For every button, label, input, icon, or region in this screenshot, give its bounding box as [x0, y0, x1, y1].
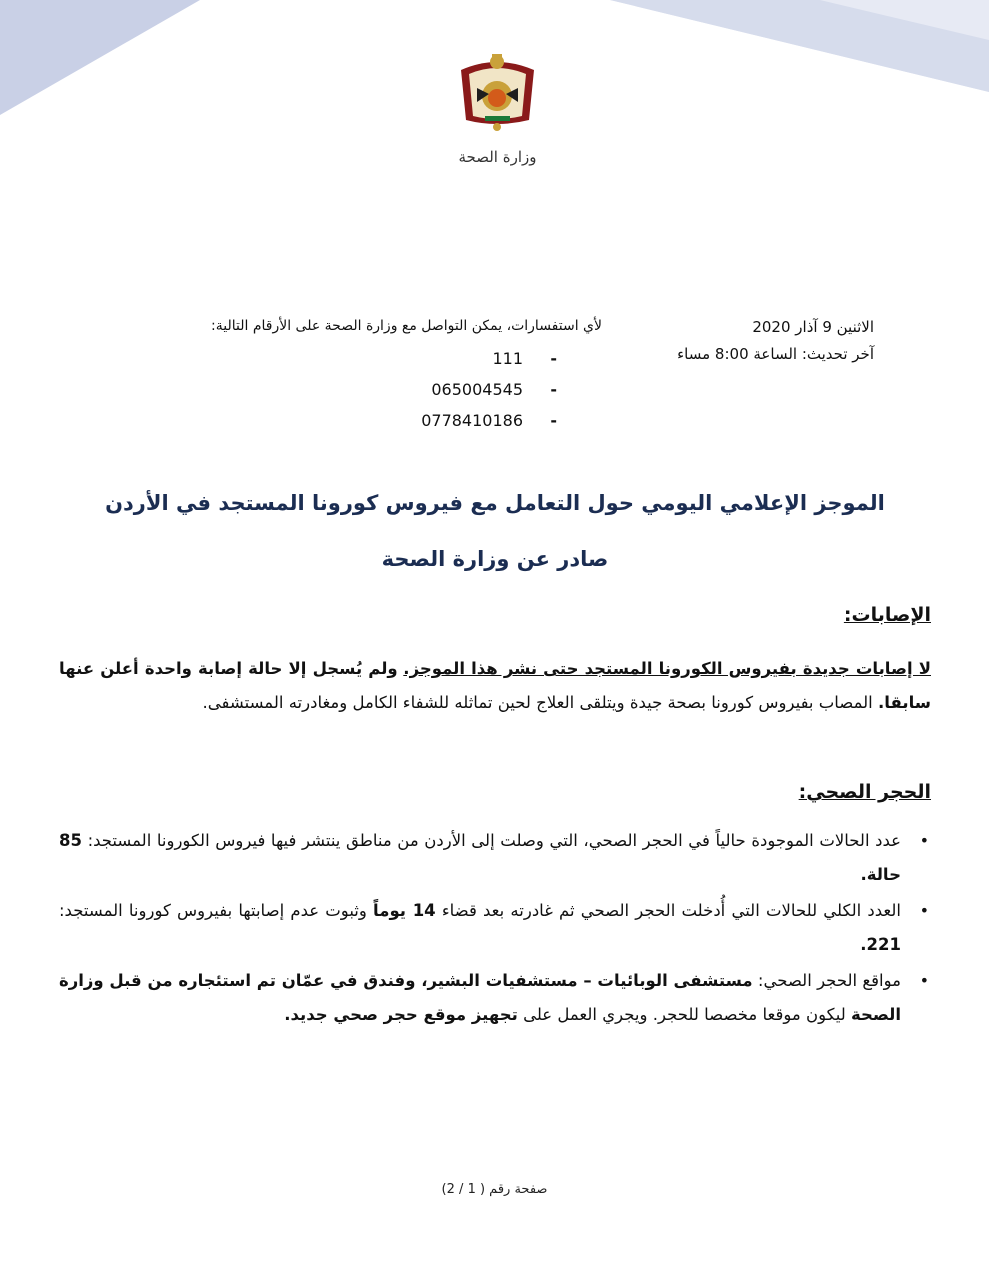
contact-item	[421, 374, 557, 405]
bullet-icon: •	[919, 901, 929, 920]
list-item	[59, 824, 931, 892]
ministry-caption: وزارة الصحة	[458, 148, 537, 166]
phone-number: 065004545	[431, 380, 523, 399]
locations-label: مواقع الحجر الصحي:	[757, 971, 901, 990]
bullet-icon: •	[919, 971, 929, 990]
last-update: آخر تحديث: الساعة 8:00 مساء	[677, 345, 874, 363]
list-item	[59, 894, 931, 962]
total-cases-text: العدد الكلي للحالات التي أُدخلت الحجر الصحي ثم غادرته بعد قضاء	[441, 901, 901, 920]
page-number: صفحة رقم ( 1 / 2)	[441, 1182, 548, 1197]
locations-list: مستشفى الوبائيات – مستشفيات البشير، وفندق في عمّان تم استئجاره من قبل وزارة الصحة	[59, 971, 901, 1024]
contact-list	[421, 343, 557, 436]
dash-bullet: -	[550, 380, 557, 399]
dash-bullet: -	[550, 411, 557, 430]
bullet-icon: •	[919, 831, 929, 850]
contact-intro: لأي استفسارات، يمكن التواصل مع وزارة الصحة على الأرقام التالية:	[211, 318, 602, 334]
total-cases-text-2: وثبوت عدم إصابتها بفيروس كورونا المستجد:	[59, 901, 367, 920]
list-item	[59, 964, 931, 1032]
contact-item	[421, 405, 557, 436]
report-subtitle: صادر عن وزارة الصحة	[381, 547, 609, 571]
contact-item	[421, 343, 557, 374]
current-cases-count: 85 حالة.	[59, 831, 901, 884]
injuries-heading: الإصابات:	[843, 604, 931, 626]
current-cases-text: عدد الحالات الموجودة حالياً في الحجر الصحي، التي وصلت إلى الأردن من مناطق ينتشر فيها فيروس الكورونا المستجد:	[87, 831, 901, 850]
single-case-statement: ولم يُسجل إلا حالة إصابة واحدة أعلن عنها سابقا.	[59, 659, 931, 712]
locations-text: ليكون موقعا مخصصا للحجر. ويجري العمل على	[523, 1005, 846, 1024]
injuries-paragraph	[59, 652, 931, 720]
total-cases-count: 221.	[860, 935, 901, 954]
quarantine-days: 14 يوماً	[373, 901, 436, 920]
jordan-royal-crest-icon	[455, 50, 540, 135]
phone-number: 0778410186	[421, 411, 523, 430]
report-title: الموجز الإعلامي اليومي حول التعامل مع فيروس كورونا المستجد في الأردن	[105, 491, 885, 515]
dash-bullet: -	[550, 349, 557, 368]
patient-status: المصاب بفيروس كورونا بصحة جيدة ويتلقى العلاج لحين تماثله للشفاء الكامل ومغادرته المستشفى.	[202, 693, 873, 712]
phone-number: 111	[492, 349, 523, 368]
no-new-cases-statement: لا إصابات جديدة بفيروس الكورونا المستجد حتى نشر هذا الموجز.	[403, 659, 931, 678]
quarantine-list	[59, 824, 931, 1034]
quarantine-heading: الحجر الصحي:	[798, 781, 931, 803]
report-date: الاثنين 9 آذار 2020	[752, 318, 874, 336]
new-site-statement: تجهيز موقع حجر صحي جديد.	[284, 1005, 518, 1024]
